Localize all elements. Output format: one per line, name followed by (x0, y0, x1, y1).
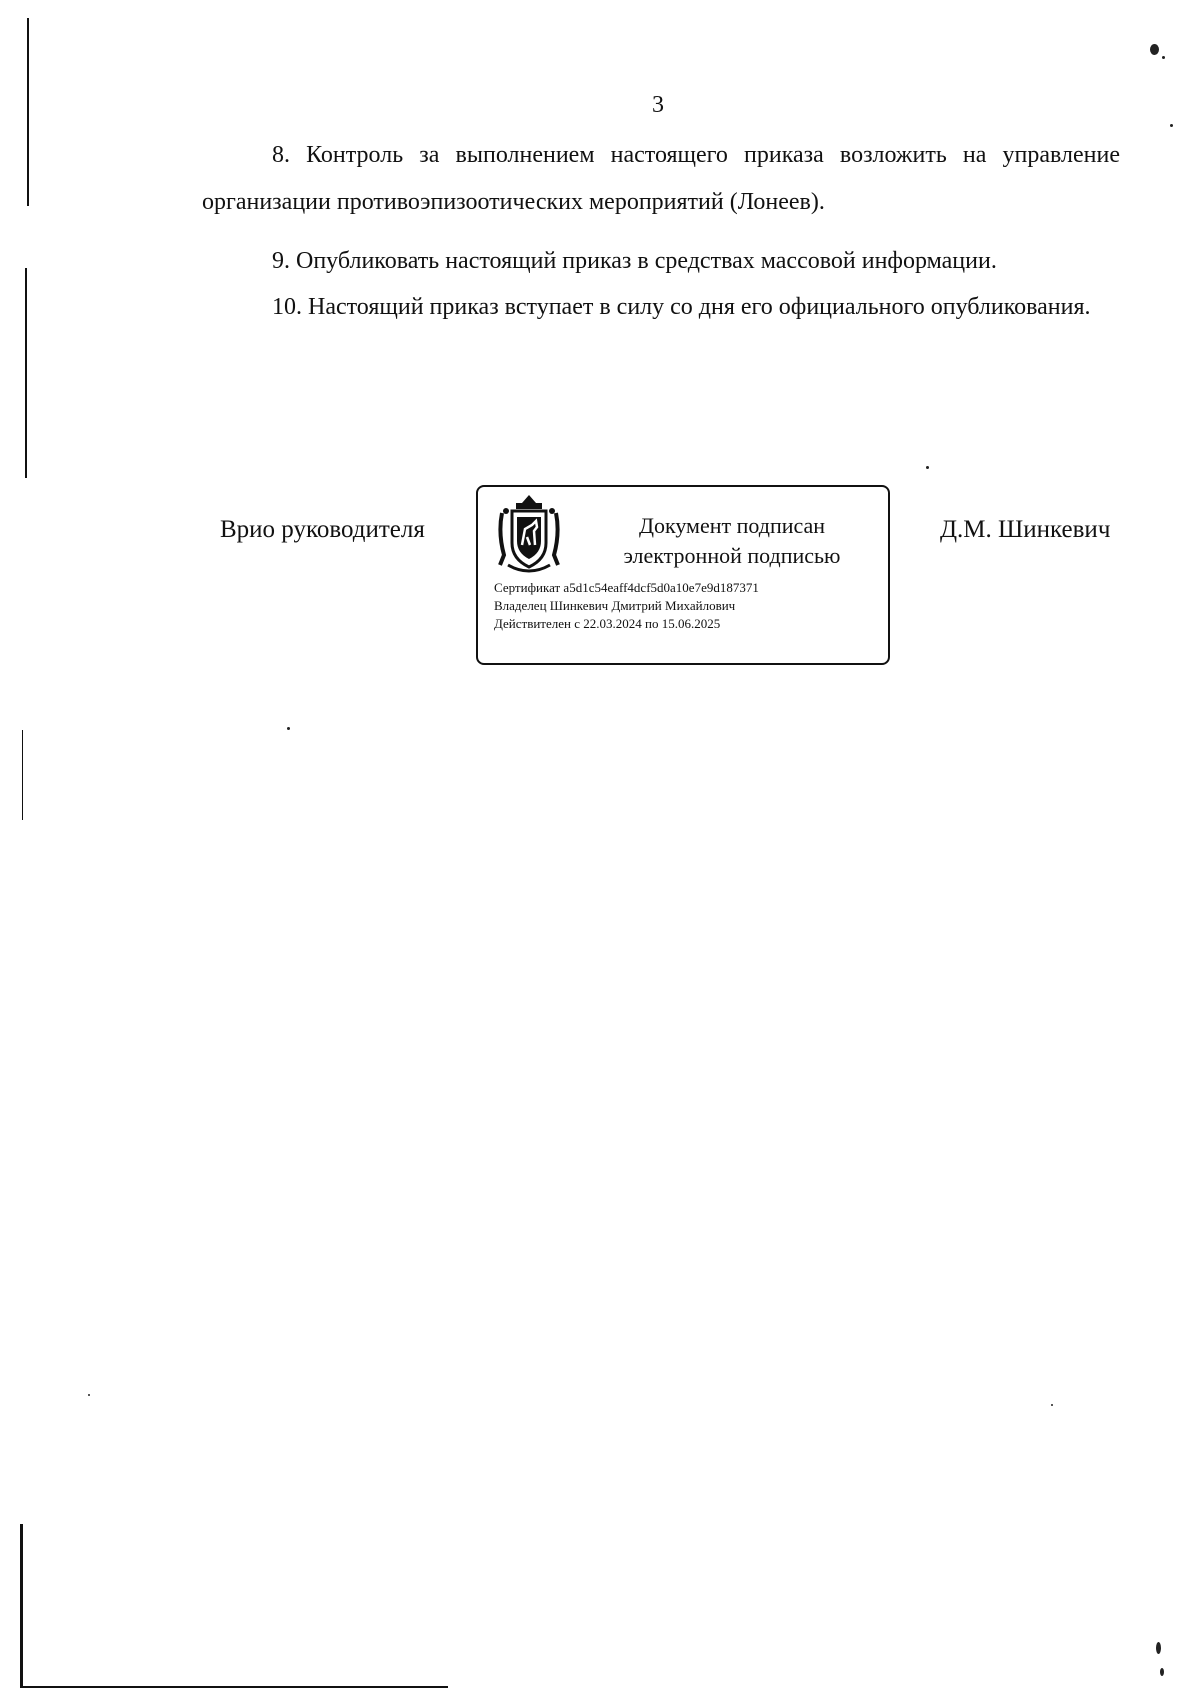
paragraph-8: 8. Контроль за выполнением настоящего приказа возложить на управление организации противоэпизоотических мероприятий (Лонеев). (202, 142, 1120, 215)
certificate-number: Сертификат a5d1c54eaff4dcf5d0a10e7e9d187371 (494, 580, 759, 595)
certificate-validity: Действителен с 22.03.2024 по 15.06.2025 (494, 616, 721, 631)
paragraph-10: 10. Настоящий приказ вступает в силу со дня его официального опубликования. (272, 294, 1091, 320)
scan-margin-line (27, 18, 29, 206)
page-number: 3 (652, 92, 664, 118)
coat-of-arms-icon (494, 493, 564, 575)
scan-speck (1170, 124, 1173, 127)
scan-speck (287, 727, 290, 730)
certificate-owner: Владелец Шинкевич Дмитрий Михайлович (494, 598, 736, 613)
scan-speck (1160, 1668, 1164, 1676)
scan-speck (1051, 1404, 1053, 1406)
scan-bottom-line (20, 1686, 448, 1688)
scan-speck (1162, 56, 1165, 59)
scan-speck (926, 466, 929, 469)
electronic-signature-stamp (476, 485, 890, 665)
stamp-title: Документ подписан электронной подписью (623, 513, 841, 568)
scan-speck (1150, 44, 1159, 55)
signer-title: Врио руководителя (220, 516, 425, 543)
scan-speck (1156, 1642, 1161, 1654)
scan-margin-line (25, 268, 27, 478)
scan-speck (88, 1394, 90, 1396)
scan-margin-line (20, 1524, 23, 1688)
signer-name: Д.М. Шинкевич (940, 516, 1111, 543)
paragraph-9: 9. Опубликовать настоящий приказ в средствах массовой информации. (272, 248, 997, 274)
scan-margin-line (22, 730, 23, 820)
